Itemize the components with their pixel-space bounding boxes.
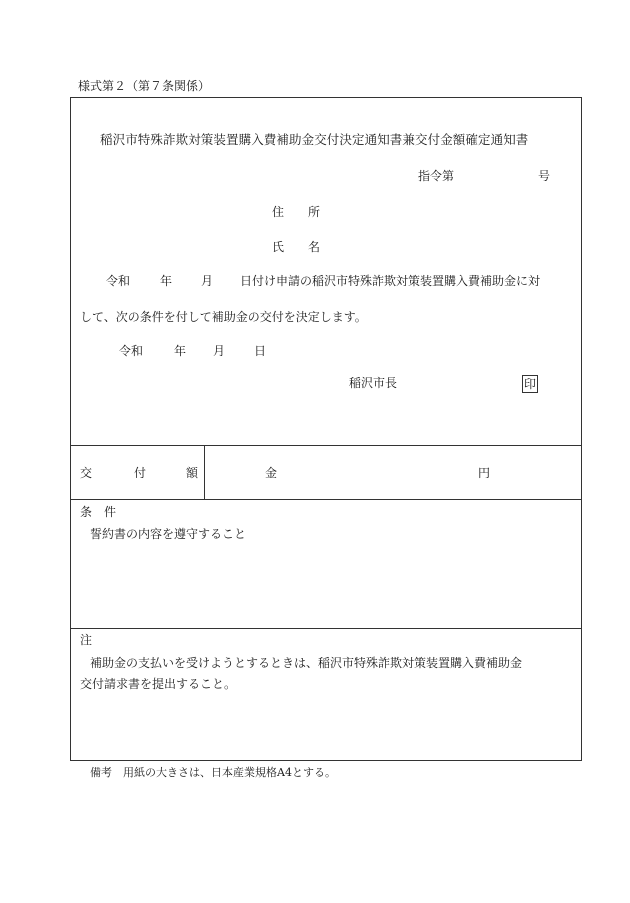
mayor-label: 稲沢市長 [349, 376, 398, 390]
order-number-prefix: 指令第 [418, 169, 455, 183]
grant-label-char: 交 [80, 466, 93, 480]
name-label: 氏 名 [272, 240, 321, 254]
form-number-caption: 様式第２（第７条関係） [78, 79, 211, 93]
seal-stamp: 印 [523, 377, 536, 391]
note-line-1: 補助金の支払いを受けようとするときは、稲沢市特殊詐欺対策装置購入費補助金 [90, 656, 523, 670]
date-era: 令和 [119, 344, 144, 358]
amount-prefix: 金 [265, 466, 278, 480]
date-year: 年 [174, 344, 187, 358]
note-line-2: 交付請求書を提出すること。 [80, 677, 237, 691]
grant-label-char: 付 [134, 466, 147, 480]
body-era: 令和 [106, 274, 131, 288]
date-month: 月 [213, 344, 226, 358]
divider-line [204, 445, 205, 500]
conditions-heading: 条 件 [80, 505, 117, 519]
document-title: 稲沢市特殊詐欺対策装置購入費補助金交付決定通知書兼交付金額確定通知書 [100, 132, 529, 147]
divider-line [70, 445, 582, 446]
amount-suffix: 円 [478, 466, 491, 480]
body-line1-rest: 日付け申請の稲沢市特殊詐欺対策装置購入費補助金に対 [240, 274, 541, 288]
body-year: 年 [160, 274, 173, 288]
grant-label-char: 額 [186, 466, 199, 480]
divider-line [70, 628, 582, 629]
conditions-text: 誓約書の内容を遵守すること [90, 527, 247, 541]
note-heading: 注 [80, 633, 93, 647]
address-label: 住 所 [272, 205, 321, 219]
date-day: 日 [254, 344, 267, 358]
footnote: 備考 用紙の大きさは、日本産業規格A4とする。 [90, 766, 336, 779]
divider-line [70, 499, 582, 500]
body-line2: して、次の条件を付して補助金の交付を決定します。 [80, 310, 367, 324]
order-number-suffix: 号 [538, 169, 551, 183]
body-month: 月 [201, 274, 214, 288]
